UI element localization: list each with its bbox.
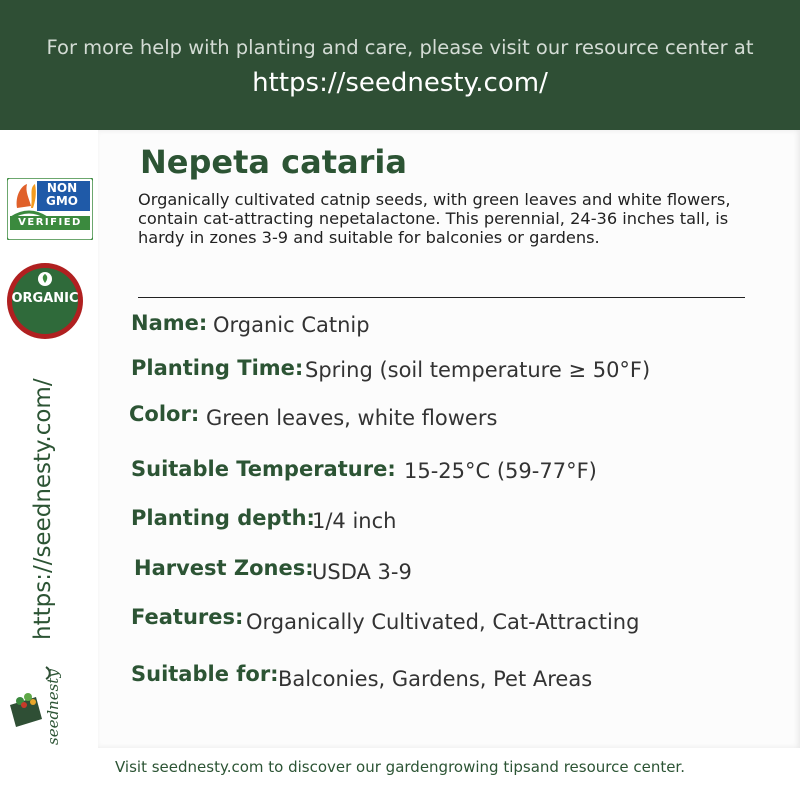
non-gmo-top-text: NON [46,181,78,195]
banner-help-text: For more help with planting and care, please visit our resource center at [46,36,754,59]
spec-value: Green leaves, white flowers [206,406,498,430]
product-description: Organically cultivated catnip seeds, with green leaves and white flowers, contain cat-attracting nepetalactone. This perennial, 24-36 inches tall, is hardy in zones 3-9 and suitable for balconies or gardens. [138,190,731,247]
non-gmo-verified-text: VERIFIED [18,217,82,228]
spec-label: Features: [131,605,244,629]
spec-value: USDA 3-9 [312,560,412,584]
spec-label: Suitable Temperature: [131,457,396,481]
spec-value: Organic Catnip [213,313,370,337]
non-gmo-text [37,182,87,208]
spec-value: Spring (soil temperature ≥ 50°F) [305,358,651,382]
spec-label: Suitable for: [131,662,279,686]
spec-label: Planting Time: [131,356,304,380]
spec-value: Organically Cultivated, Cat-Attracting [246,610,640,634]
non-gmo-mid-text: GMO [46,194,78,208]
divider [138,297,745,298]
spec-label: Planting depth: [131,506,315,530]
top-banner [0,0,800,130]
spec-value: 15-25°C (59-77°F) [404,459,597,483]
organic-badge-text: ORGANIC [11,291,79,306]
footer-text: Visit seednesty.com to discover our gardengrowing tipsand resource center. [115,758,685,776]
spec-value: 1/4 inch [312,509,397,533]
logo-wordmark: seednesty [44,669,62,745]
spec-value: Balconies, Gardens, Pet Areas [278,667,593,691]
spec-label: Harvest Zones: [134,556,314,580]
product-title: Nepeta cataria [140,143,407,181]
sidebar-vertical-url[interactable]: https://seednesty.com/ [30,378,56,640]
spec-label: Color: [129,402,200,426]
spec-label: Name: [131,311,208,335]
banner-url[interactable]: https://seednesty.com/ [252,68,548,98]
